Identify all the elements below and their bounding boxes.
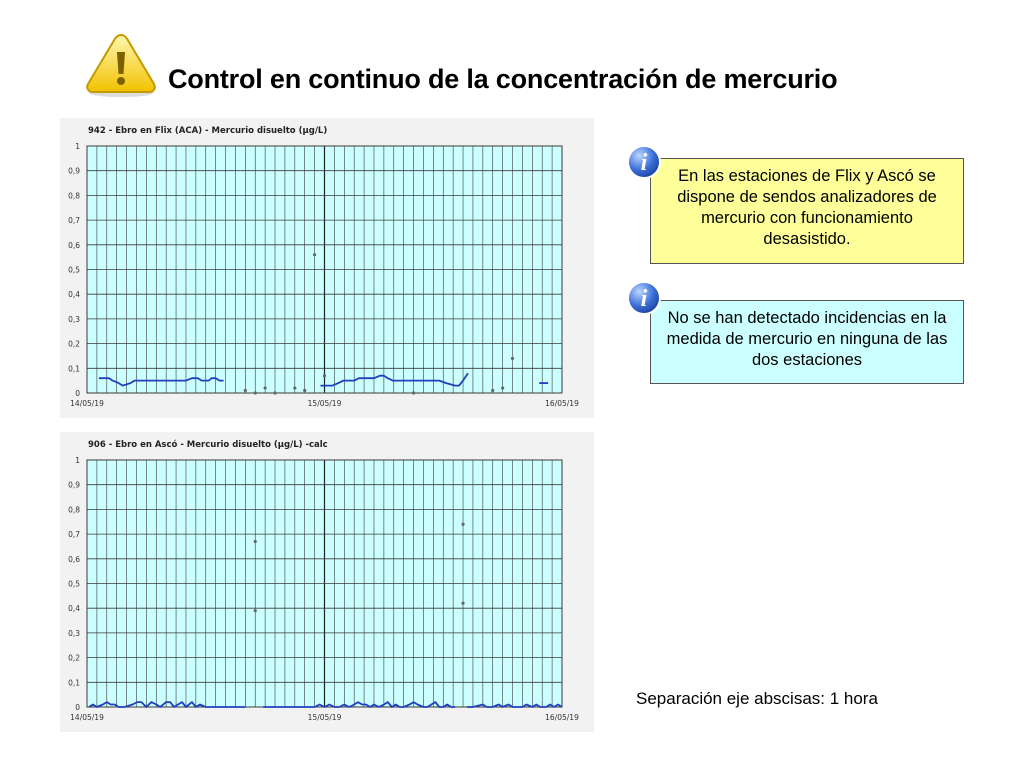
x-tick-label: 14/05/19 [70, 399, 104, 408]
chart-flix [60, 118, 594, 418]
data-point [323, 374, 326, 377]
y-tick-label: 0,5 [68, 579, 80, 589]
chart-asco [60, 432, 594, 732]
data-point [511, 357, 514, 360]
y-tick-label: 1 [75, 456, 80, 465]
info-box-text: No se han detectado incidencias en la medida de mercurio en ninguna de las dos estaciones [666, 309, 948, 369]
data-point [254, 609, 257, 612]
y-tick-label: 0,2 [68, 653, 80, 663]
y-tick-label: 0 [75, 703, 80, 712]
info-icon [626, 144, 662, 180]
x-tick-label: 15/05/19 [307, 399, 342, 408]
y-tick-label: 0,3 [68, 628, 80, 638]
data-point [491, 389, 494, 392]
y-tick-label: 0,1 [68, 678, 80, 688]
data-point [461, 602, 464, 605]
y-tick-label: 0,6 [68, 240, 80, 250]
page-title: Control en continuo de la concentración de mercurio [168, 64, 838, 94]
svg-text:i: i [640, 150, 648, 176]
data-point [293, 386, 296, 389]
data-point [244, 389, 247, 392]
chart-panel-flix [60, 118, 594, 418]
x-tick-label: 14/05/19 [70, 713, 104, 722]
data-point [461, 523, 464, 526]
y-tick-label: 0,6 [68, 554, 80, 564]
y-tick-label: 0 [75, 389, 80, 398]
y-tick-label: 1 [75, 142, 80, 151]
y-tick-label: 0,3 [68, 314, 80, 324]
y-tick-label: 0,8 [68, 191, 80, 201]
chart-title: 906 - Ebro en Ascó - Mercurio disuelto (µg/L) -calc [88, 440, 328, 450]
y-tick-label: 0,8 [68, 505, 80, 515]
y-tick-label: 0,1 [68, 364, 80, 374]
info-box-analizadores [650, 158, 964, 264]
y-tick-label: 0,4 [68, 604, 80, 614]
data-point [412, 391, 415, 394]
x-tick-label: 15/05/19 [307, 713, 342, 722]
y-tick-label: 0,7 [68, 216, 80, 226]
chart-title: 942 - Ebro en Flix (ACA) - Mercurio disuelto (µg/L) [88, 126, 328, 136]
data-point [254, 540, 257, 543]
info-icon [626, 280, 662, 316]
y-tick-label: 0,7 [68, 530, 80, 540]
data-point [264, 386, 267, 389]
data-point [303, 389, 306, 392]
x-tick-label: 16/05/19 [545, 399, 579, 408]
data-point [501, 386, 504, 389]
x-tick-label: 16/05/19 [545, 713, 579, 722]
y-tick-label: 0,4 [68, 290, 80, 300]
y-tick-label: 0,5 [68, 265, 80, 275]
info-box-incidencias [650, 300, 964, 384]
y-tick-label: 0,9 [68, 480, 80, 490]
axis-separation-note: Separación eje abscisas: 1 hora [636, 689, 878, 708]
chart-panel-asco [60, 432, 594, 732]
warning-triangle-icon [84, 32, 158, 98]
y-tick-label: 0,9 [68, 166, 80, 176]
svg-text:i: i [640, 286, 648, 312]
data-point [313, 253, 316, 256]
data-point [273, 391, 276, 394]
y-tick-label: 0,2 [68, 339, 80, 349]
info-box-text: En las estaciones de Flix y Ascó se dispone de sendos analizadores de mercurio con funcionamiento desasistido. [677, 167, 937, 248]
data-point [254, 391, 257, 394]
